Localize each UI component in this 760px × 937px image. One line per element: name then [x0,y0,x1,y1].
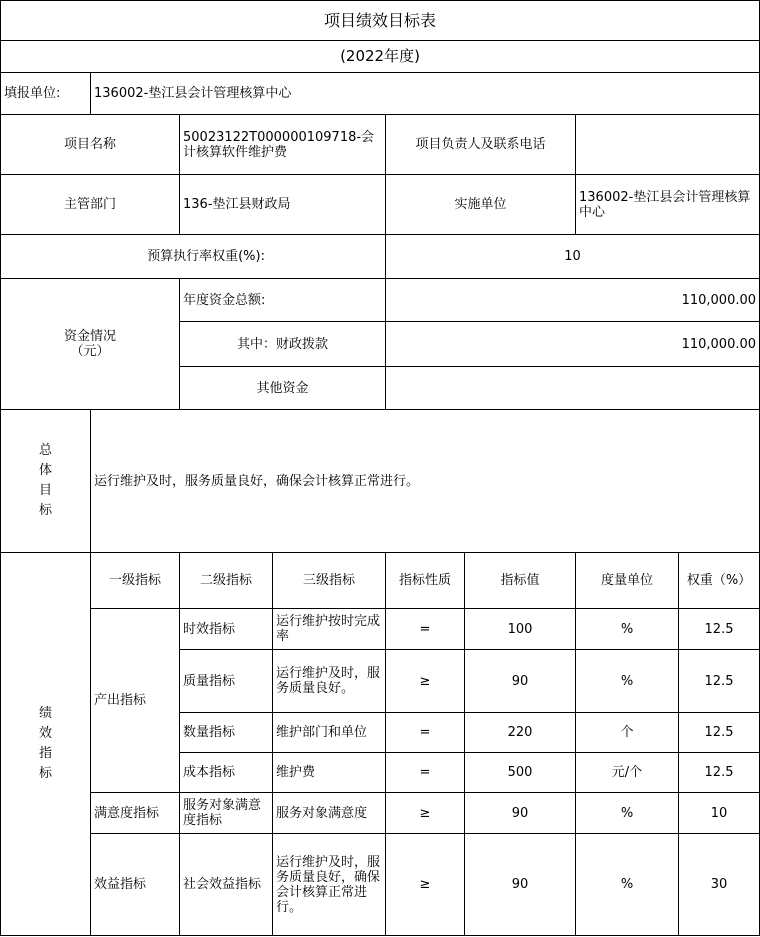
row-weight: 12.5 [679,650,760,713]
dept-label: 主管部门 [1,175,180,235]
row-level2: 时效指标 [180,609,273,650]
table-title: 项目绩效目标表 [1,1,760,41]
row-level2: 社会效益指标 [180,834,273,936]
funds-fiscal-value: 110,000.00 [386,322,760,367]
table-year: (2022年度) [1,41,760,73]
row-level3: 服务对象满意度 [273,793,386,834]
row-level2: 成本指标 [180,753,273,793]
project-name-value: 50023122T000000109718-会计核算软件维护费 [180,115,386,175]
funds-total-value: 110,000.00 [386,279,760,322]
row-value: 90 [465,834,576,936]
header-level3: 三级指标 [273,553,386,609]
table-row [1,609,760,650]
row-value: 90 [465,650,576,713]
row-level2: 服务对象满意度指标 [180,793,273,834]
row-unit: % [576,650,679,713]
row-nature: = [386,753,465,793]
reporting-unit-label: 填报单位: [1,73,91,115]
overall-goal-label: 总体目标 [1,410,91,553]
row-value: 220 [465,713,576,753]
table-row [1,793,760,834]
performance-label: 绩效指标 [1,553,91,936]
row-nature: ≥ [386,793,465,834]
table-row [1,834,760,936]
budget-weight-value: 10 [386,235,760,279]
overall-goal-text: 运行维护及时，服务质量良好，确保会计核算正常进行。 [91,410,760,553]
row-level3: 维护部门和单位 [273,713,386,753]
row-nature: ≥ [386,834,465,936]
dept-value: 136-垫江县财政局 [180,175,386,235]
funds-other-label: 其他资金 [180,367,386,410]
contact-value [576,115,760,175]
reporting-unit-value: 136002-垫江县会计管理核算中心 [91,73,760,115]
header-value: 指标值 [465,553,576,609]
row-unit: 个 [576,713,679,753]
funds-label: 资金情况（元） [1,279,180,410]
funds-fiscal-label: 其中：财政拨款 [180,322,386,367]
row-value: 500 [465,753,576,793]
row-value: 100 [465,609,576,650]
header-level1: 一级指标 [91,553,180,609]
row-nature: = [386,713,465,753]
row-nature: = [386,609,465,650]
row-unit: % [576,793,679,834]
contact-label: 项目负责人及联系电话 [386,115,576,175]
row-level2: 质量指标 [180,650,273,713]
row-weight: 12.5 [679,753,760,793]
funds-other-value [386,367,760,410]
level1-satisfaction: 满意度指标 [91,793,180,834]
row-value: 90 [465,793,576,834]
row-unit: % [576,834,679,936]
funds-total-label: 年度资金总额: [180,279,386,322]
header-weight: 权重（%） [679,553,760,609]
row-weight: 10 [679,793,760,834]
header-unit: 度量单位 [576,553,679,609]
row-weight: 12.5 [679,609,760,650]
level1-output: 产出指标 [91,609,180,793]
header-level2: 二级指标 [180,553,273,609]
row-weight: 30 [679,834,760,936]
row-unit: % [576,609,679,650]
row-weight: 12.5 [679,713,760,753]
header-nature: 指标性质 [386,553,465,609]
row-level3: 运行维护及时，服务质量良好。 [273,650,386,713]
row-unit: 元/个 [576,753,679,793]
impl-unit-value: 136002-垫江县会计管理核算中心 [576,175,760,235]
row-level2: 数量指标 [180,713,273,753]
project-name-label: 项目名称 [1,115,180,175]
row-level3: 维护费 [273,753,386,793]
row-nature: ≥ [386,650,465,713]
budget-weight-label: 预算执行率权重(%): [1,235,386,279]
level1-benefit: 效益指标 [91,834,180,936]
impl-unit-label: 实施单位 [386,175,576,235]
row-level3: 运行维护及时，服务质量良好，确保会计核算正常进行。 [273,834,386,936]
row-level3: 运行维护按时完成率 [273,609,386,650]
